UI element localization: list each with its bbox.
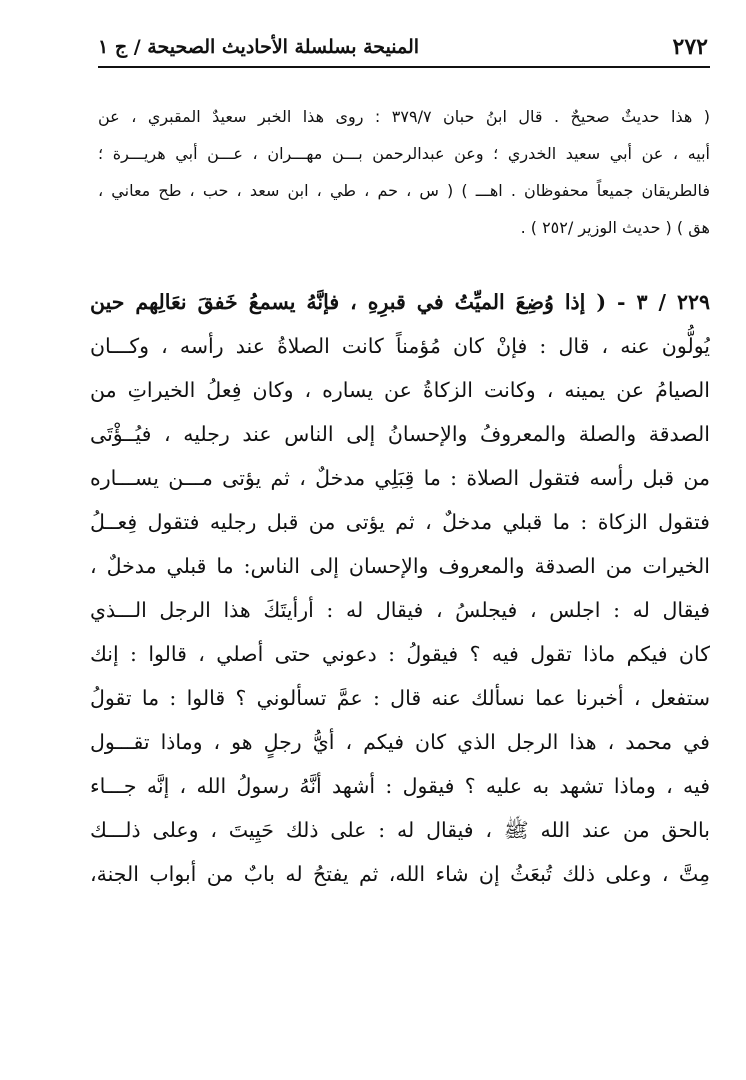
hadith-text	[90, 280, 710, 896]
footnote-line: أبيه ، عن أبي سعيد الخدري ؛ وعن عبدالرحمن بـــن مهـــران ، عـــن أبي هريـــرة ؛	[98, 144, 710, 163]
footnote-line: هق ) ( حديث الوزير /٢٥٢ ) .	[520, 218, 710, 237]
page-number: ٢٧٢	[672, 34, 708, 60]
hadith-line: فيه ، وماذا تشهد به عليه ؟ فيقول : أشهد أنَّهُ رسولُ الله ، إنَّه جـــاء	[90, 774, 710, 798]
hadith-line: من قبل رأسه فتقول الصلاة : ما قِبَلِي مدخلٌ ، ثم يؤتى مـــن يســـاره	[90, 466, 710, 490]
running-title: المنيحة بسلسلة الأحاديث الصحيحة / ج ١	[98, 36, 420, 58]
hadith-line: فتقول الزكاة : ما قبلي مدخلٌ ، ثم يؤتى من قبل رجليه فتقول فِعــلُ	[90, 510, 710, 534]
hadith-line: بالحق من عند الله ﷺ ، فيقال له : على ذلك حَيِيتَ ، وعلى ذلـــك	[90, 818, 710, 842]
hadith-line: الصيامُ عن يمينه ، وكانت الزكاةُ عن يساره ، وكان فِعلُ الخيراتِ من	[90, 378, 710, 402]
hadith-line: الصدقة والصلة والمعروفُ والإحسانُ إلى الناس عند رجليه ، فيُــؤْتَى	[90, 422, 710, 446]
footnote-line: فالطريقان جميعاً محفوظان . اهـــ ) ( س ، حم ، طي ، ابن سعد ، حب ، طح معاني ،	[98, 181, 710, 200]
footnote-line: ( هذا حديثٌ صحيحٌ . قال ابنُ حبان ٣٧٩/٧ : روى هذا الخبر سعيدٌ المقبري ، عن	[98, 107, 710, 126]
hadith-line: كان فيكم ماذا تقول فيه ؟ فيقولُ : دعوني حتى أصلي ، قالوا : إنك	[90, 642, 710, 666]
hadith-line: في محمد ، هذا الرجل الذي كان فيكم ، أيُّ رجلٍ هو ، وماذا تقـــول	[90, 730, 710, 754]
hadith-line: مِتَّ ، وعلى ذلك تُبعَثُ إن شاء الله، ثم يفتحُ له بابٌ من أبواب الجنة،	[90, 862, 710, 886]
hadith-line: الخيرات من الصدقة والمعروف والإحسان إلى الناس: ما قبلي مدخلٌ ،	[90, 554, 710, 578]
hadith-line: يُولُّون عنه ، قال : فإنْ كان مُؤمناً كانت الصلاةُ عند رأسه ، وكـــان	[90, 334, 710, 358]
hadith-line: فيقال له : اجلس ، فيجلسُ ، فيقال له : أرأيتَكَ هذا الرجل الـــذي	[90, 598, 710, 622]
footnote-block	[98, 98, 710, 246]
page-header	[98, 32, 708, 62]
hadith-line: ٢٢٩ / ٣ - ( إذا وُضِعَ الميِّتُ في قبرِهِ ، فإنَّهُ يسمعُ خَفقَ نعَالِهم حين	[90, 290, 710, 314]
header-divider	[98, 66, 710, 68]
hadith-line: ستفعل ، أخبرنا عما نسألك عنه قال : عمَّ تسألوني ؟ قالوا : ما تقولُ	[90, 686, 710, 710]
